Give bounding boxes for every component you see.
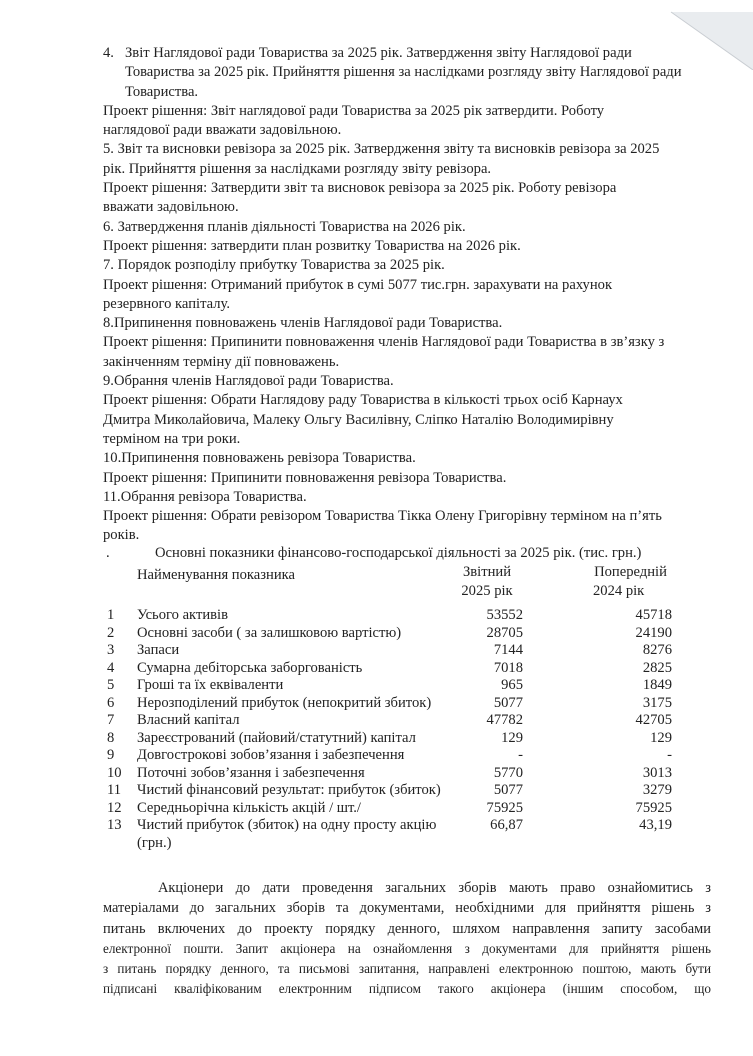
value-2025: 53552 bbox=[486, 607, 523, 623]
value-2025: 47782 bbox=[486, 712, 523, 728]
text-line: резервного капіталу. bbox=[103, 295, 231, 312]
text-line: вважати задовільною. bbox=[103, 199, 239, 216]
table-row bbox=[103, 695, 703, 713]
value-2024: 3013 bbox=[642, 764, 672, 781]
table-row bbox=[103, 625, 703, 643]
table-row bbox=[103, 660, 703, 678]
table-row bbox=[103, 677, 703, 695]
draft-decision bbox=[103, 102, 703, 141]
draft-decision bbox=[103, 469, 703, 488]
value-2025: 5770 bbox=[493, 764, 523, 781]
row-label: Власний капітал bbox=[137, 712, 240, 728]
row-label: Зареєстрований (пайовий/статутний) капітал bbox=[137, 729, 416, 746]
row-number: 4 bbox=[107, 659, 115, 676]
agenda-item-text: Звіт Наглядової ради Товариства за 2025 рік. Затвердження звіту Наглядової ради Товариства за 2025 рік. Прийняття рішення за наслідками розгляду звіту Наглядової ради Товариства. bbox=[125, 45, 682, 100]
value-2025: 7018 bbox=[493, 659, 523, 676]
paragraph-line: питань включених до проекту порядку денного, шляхом направлення запиту засобами bbox=[103, 920, 711, 937]
table-row bbox=[103, 642, 703, 660]
text-line: років. bbox=[103, 527, 140, 544]
text-line: Проект рішення: Затвердити звіт та висновок ревізора за 2025 рік. Роботу ревізора bbox=[103, 180, 617, 197]
text-line: 7. Порядок розподілу прибутку Товариства за 2025 рік. bbox=[103, 257, 445, 274]
value-2024: 8276 bbox=[642, 642, 672, 658]
table-title bbox=[103, 544, 703, 563]
row-number: 13 bbox=[107, 817, 122, 833]
row-number: 8 bbox=[107, 729, 115, 746]
table-row bbox=[103, 747, 703, 765]
value-2024: 2825 bbox=[642, 659, 672, 676]
value-2025: 7144 bbox=[493, 642, 523, 658]
table-header bbox=[103, 563, 703, 607]
row-number: 3 bbox=[107, 642, 115, 658]
paragraph-line: Акціонери до дати проведення загальних зборів мають право ознайомитись з bbox=[158, 880, 711, 896]
row-label: Гроші та їх еквіваленти bbox=[137, 677, 284, 693]
table-row bbox=[103, 765, 703, 783]
row-number: 10 bbox=[107, 764, 122, 781]
agenda-item bbox=[103, 140, 703, 179]
table-body bbox=[103, 607, 703, 852]
text-line: 8.Припинення повноважень членів Наглядової ради Товариства. bbox=[103, 315, 503, 332]
shareholder-notice-paragraph bbox=[103, 878, 711, 1000]
row-label: Поточні зобов’язання і забезпечення bbox=[137, 764, 365, 781]
agenda-item-number: 4. bbox=[103, 45, 114, 61]
value-2025: 28705 bbox=[486, 624, 523, 641]
text-line: Проект рішення: Припинити повноваження членів Наглядової ради Товариства в зв’язку з bbox=[103, 334, 665, 351]
bullet-mark: . bbox=[106, 545, 110, 561]
agenda-item bbox=[103, 449, 703, 468]
row-label: Нерозподілений прибуток (непокритий збиток) bbox=[137, 694, 432, 711]
draft-decision bbox=[103, 179, 703, 218]
agenda-item bbox=[103, 372, 703, 391]
paragraph-line: електронної пошти. Запит акціонера на ознайомлення з документами для прийняття рішень bbox=[103, 940, 711, 956]
value-2024: 75925 bbox=[635, 799, 672, 816]
table-row bbox=[103, 800, 703, 818]
draft-decision bbox=[103, 333, 703, 372]
text-line: Дмитра Миколайовича, Малеку Ольгу Василівну, Сліпко Наталію Володимирівну bbox=[103, 411, 614, 428]
agenda-item-title bbox=[103, 44, 685, 102]
table-row bbox=[103, 817, 703, 852]
row-label: Усього активів bbox=[137, 607, 228, 623]
header-indicator-name: Найменування показника bbox=[137, 567, 295, 583]
row-label: Довгострокові зобов’язання і забезпечення bbox=[137, 747, 405, 763]
text-line: терміном на три роки. bbox=[103, 430, 241, 447]
row-label: Сумарна дебіторська заборгованість bbox=[137, 659, 363, 676]
value-2025: 965 bbox=[501, 677, 523, 693]
value-2024: 3175 bbox=[642, 694, 672, 711]
value-2024: 45718 bbox=[635, 607, 672, 623]
paragraph-line: підписані кваліфікованим електронним підписом такого акціонера (іншим способом, що bbox=[103, 981, 711, 997]
text-line: 10.Припинення повноважень ревізора Товариства. bbox=[103, 450, 416, 467]
draft-decision bbox=[103, 507, 703, 546]
agenda-section bbox=[103, 44, 703, 546]
value-2024: 129 bbox=[650, 729, 672, 746]
header-col-2024 bbox=[589, 563, 672, 601]
agenda-item bbox=[103, 488, 703, 507]
value-2024: 3279 bbox=[642, 782, 672, 798]
paragraph-line: матеріалами до загальних зборів та документами, необхідними для прийняття рішень з bbox=[103, 900, 711, 917]
row-number: 12 bbox=[107, 799, 122, 816]
value-2024: 24190 bbox=[635, 624, 672, 641]
row-number: 9 bbox=[107, 747, 115, 763]
table-row bbox=[103, 607, 703, 625]
text-line: закінченням терміну дії повноважень. bbox=[103, 353, 340, 370]
header-col-2025 bbox=[451, 563, 523, 601]
agenda-item bbox=[103, 218, 703, 237]
header-col-2024-line1: Попередній bbox=[594, 564, 667, 580]
agenda-item bbox=[103, 256, 703, 275]
header-col-2025-line1: Звітний bbox=[462, 564, 512, 580]
value-2025: 75925 bbox=[486, 799, 523, 816]
text-line: 9.Обрання членів Наглядової ради Товариства. bbox=[103, 373, 394, 390]
row-label: Основні засоби ( за залишковою вартістю) bbox=[137, 624, 402, 641]
financial-indicators-table bbox=[103, 544, 703, 852]
row-number: 2 bbox=[107, 624, 115, 641]
draft-decision bbox=[103, 237, 703, 256]
value-2025: 5077 bbox=[493, 782, 523, 798]
value-2025: 129 bbox=[501, 729, 523, 746]
row-number: 1 bbox=[107, 607, 115, 623]
text-line: Проект рішення: затвердити план розвитку Товариства на 2026 рік. bbox=[103, 237, 521, 254]
text-line: Проект рішення: Отриманий прибуток в сумі 5077 тис.грн. зарахувати на рахунок bbox=[103, 276, 613, 293]
table-title-text: Основні показники фінансово-господарської діяльності за 2025 рік. (тис. грн.) bbox=[155, 545, 642, 561]
row-label: Чистий прибуток (збиток) на одну просту акцію (грн.) bbox=[137, 817, 437, 851]
text-line: рік. Прийняття рішення за наслідками розгляду звіту ревізора. bbox=[103, 160, 492, 177]
value-2025: 66,87 bbox=[490, 817, 523, 833]
draft-decision bbox=[103, 276, 703, 315]
table-row bbox=[103, 782, 703, 800]
row-label: Чистий фінансовий результат: прибуток (збиток) bbox=[137, 782, 441, 798]
paragraph-line: з питань порядку денного, та письмові запитання, направлені електронною поштою, мають бути bbox=[103, 961, 711, 977]
text-line: наглядової ради вважати задовільною. bbox=[103, 122, 342, 139]
value-2024: 1849 bbox=[642, 677, 672, 693]
table-row bbox=[103, 712, 703, 730]
header-col-2025-line2: 2025 рік bbox=[461, 583, 513, 599]
row-number: 11 bbox=[107, 782, 122, 798]
text-line: Проект рішення: Обрати ревізором Товариства Тікка Олену Григорівну терміном на п’ять bbox=[103, 508, 662, 525]
value-2025: 5077 bbox=[493, 694, 523, 711]
header-col-2024-line2: 2024 рік bbox=[593, 583, 645, 599]
text-line: 6. Затвердження планів діяльності Товариства на 2026 рік. bbox=[103, 218, 466, 235]
text-line: Проект рішення: Звіт наглядової ради Товариства за 2025 рік затвердити. Роботу bbox=[103, 102, 605, 119]
text-line: Проект рішення: Обрати Наглядову раду Товариства в кількості трьох осіб Карнаух bbox=[103, 392, 623, 409]
row-number: 7 bbox=[107, 712, 115, 728]
text-line: 5. Звіт та висновки ревізора за 2025 рік. Затвердження звіту та висновків ревізора за 2025 bbox=[103, 141, 660, 158]
text-line: Проект рішення: Припинити повноваження ревізора Товариства. bbox=[103, 469, 507, 486]
row-number: 5 bbox=[107, 677, 115, 693]
value-2024: 42705 bbox=[635, 712, 672, 728]
text-line: 11.Обрання ревізора Товариства. bbox=[103, 488, 307, 505]
draft-decision bbox=[103, 391, 703, 449]
value-2024: - bbox=[667, 747, 672, 763]
table-row bbox=[103, 730, 703, 748]
value-2024: 43,19 bbox=[639, 817, 672, 833]
agenda-item bbox=[103, 314, 703, 333]
value-2025: - bbox=[518, 747, 523, 763]
row-label: Середньорічна кількість акцій / шт./ bbox=[137, 799, 361, 816]
row-number: 6 bbox=[107, 694, 115, 711]
row-label: Запаси bbox=[137, 642, 180, 658]
